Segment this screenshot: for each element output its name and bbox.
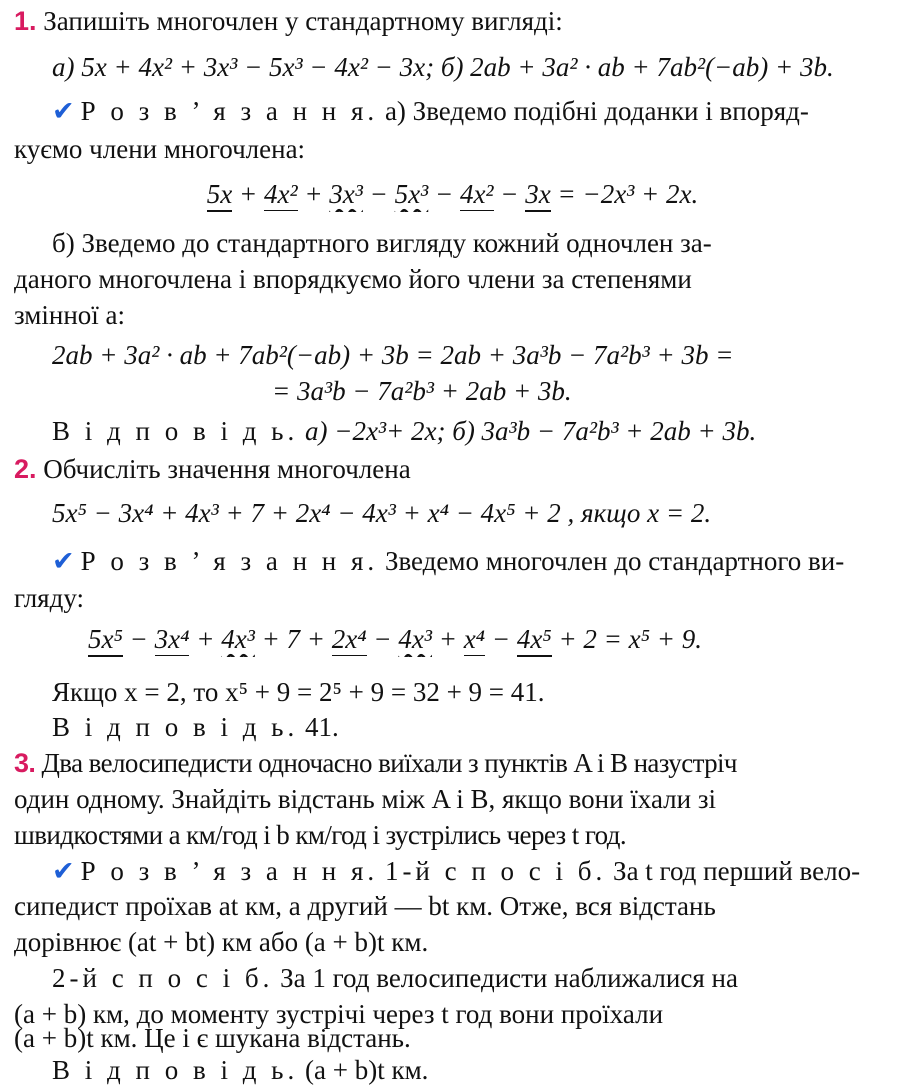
problem-3-statement-cont2: швидкостями a км/год і b км/год і зустрілись через t год. <box>14 820 627 850</box>
equation-2: 5x⁵ − 3x⁴ + 4x³ + 7 + 2x⁴ − 4x³ + x⁴ − 4x⁵ + 2 = x⁵ + 9. <box>88 622 895 657</box>
equation-1a: 5x + 4x² + 3x³ − 5x³ − 4x² − 3x = −2x³ + 2x. <box>0 177 905 212</box>
solution-1-b: б) Зведемо до стандартного вигляду кожний одночлен за- <box>52 228 712 258</box>
answer-3: В і д п о в і д ь. (a + b)t км. <box>52 1055 429 1085</box>
equation-1b-line2: = 3a³b − 7a²b³ + 2ab + 3b. <box>272 376 572 406</box>
method-label: 1-й с п о с і б. <box>384 856 607 886</box>
checkmark-icon: ✔ <box>52 856 75 887</box>
solution-label: Р о з в ’ я з а н н я. <box>80 96 379 126</box>
equation-1b-line1: 2ab + 3a² · ab + 7ab²(−ab) + 3b = 2ab + 3a³b − 7a²b³ + 3b = <box>52 340 734 370</box>
answer-label: В і д п о в і д ь. <box>52 416 299 446</box>
method-label: 2-й с п о с і б. <box>52 963 274 993</box>
solution-label: Р о з в ’ я з а н н я. <box>80 856 379 886</box>
solution-3-method-2: 2-й с п о с і б. За 1 год велосипедисти наближалися на <box>52 963 738 993</box>
solution-1-a: ✔ Р о з в ’ я з а н н я. а) Зведемо подібні доданки і впоряд- <box>52 96 809 127</box>
solution-1-a-cont: куємо члени многочлена: <box>14 134 306 164</box>
checkmark-icon: ✔ <box>52 96 75 127</box>
problem-number: 1. <box>14 6 37 36</box>
solution-label: Р о з в ’ я з а н н я. <box>80 546 379 576</box>
checkmark-icon: ✔ <box>52 546 75 577</box>
answer-label: В і д п о в і д ь. <box>52 1055 299 1085</box>
problem-3-statement: 3. Два велосипедисти одночасно виїхали з пунктів A і B назустріч <box>14 748 737 778</box>
answer-2: В і д п о в і д ь. 41. <box>52 712 339 742</box>
answer-label: В і д п о в і д ь. <box>52 712 299 742</box>
problem-2-expression: 5x⁵ − 3x⁴ + 4x³ + 7 + 2x⁴ − 4x³ + x⁴ − 4x⁵ + 2 , якщо x = 2. <box>52 498 712 528</box>
solution-3-method-1-cont: сипедист проїхав at км, а другий — bt км. Отже, вся відстань <box>14 891 716 921</box>
solution-1-b-cont2: змінної a: <box>14 300 126 330</box>
problem-2-statement: 2. Обчисліть значення многочлена <box>14 454 411 484</box>
problem-3-statement-cont: один одному. Знайдіть відстань між A і B, якщо вони їхали зі <box>14 784 716 814</box>
problem-number: 2. <box>14 454 37 484</box>
solution-2: ✔ Р о з в ’ я з а н н я. Зведемо многочлен до стандартного ви- <box>52 546 845 577</box>
problem-number: 3. <box>14 748 36 778</box>
problem-text: Запишіть многочлен у стандартному вигляді: <box>43 6 563 36</box>
calculation-2: Якщо x = 2, то x⁵ + 9 = 2⁵ + 9 = 32 + 9 = 41. <box>52 677 545 707</box>
problem-1-parts: а) 5x + 4x² + 3x³ − 5x³ − 4x² − 3x; б) 2ab + 3a² · ab + 7ab²(−ab) + 3b. <box>52 52 834 82</box>
solution-1-b-cont: даного многочлена і впорядкуємо його члени за степенями <box>14 264 692 294</box>
problem-1-statement <box>14 4 895 39</box>
solution-3-method-1-cont2: дорівнює (at + bt) км або (a + b)t км. <box>14 927 429 957</box>
solution-3-method-2-cont: (a + b) км, до моменту зустрічі через t год вони проїхали <box>14 999 664 1029</box>
solution-3-method-2-cont2: (a + b)t км. Це і є шукана відстань. <box>14 1023 411 1053</box>
answer-1: В і д п о в і д ь. а) −2x³+ 2x; б) 3a³b − 7a²b³ + 2ab + 3b. <box>52 416 757 446</box>
solution-2-cont: гляду: <box>14 583 84 613</box>
solution-3-method-1: ✔ Р о з в ’ я з а н н я. 1-й с п о с і б. За t год перший вело- <box>52 856 861 887</box>
